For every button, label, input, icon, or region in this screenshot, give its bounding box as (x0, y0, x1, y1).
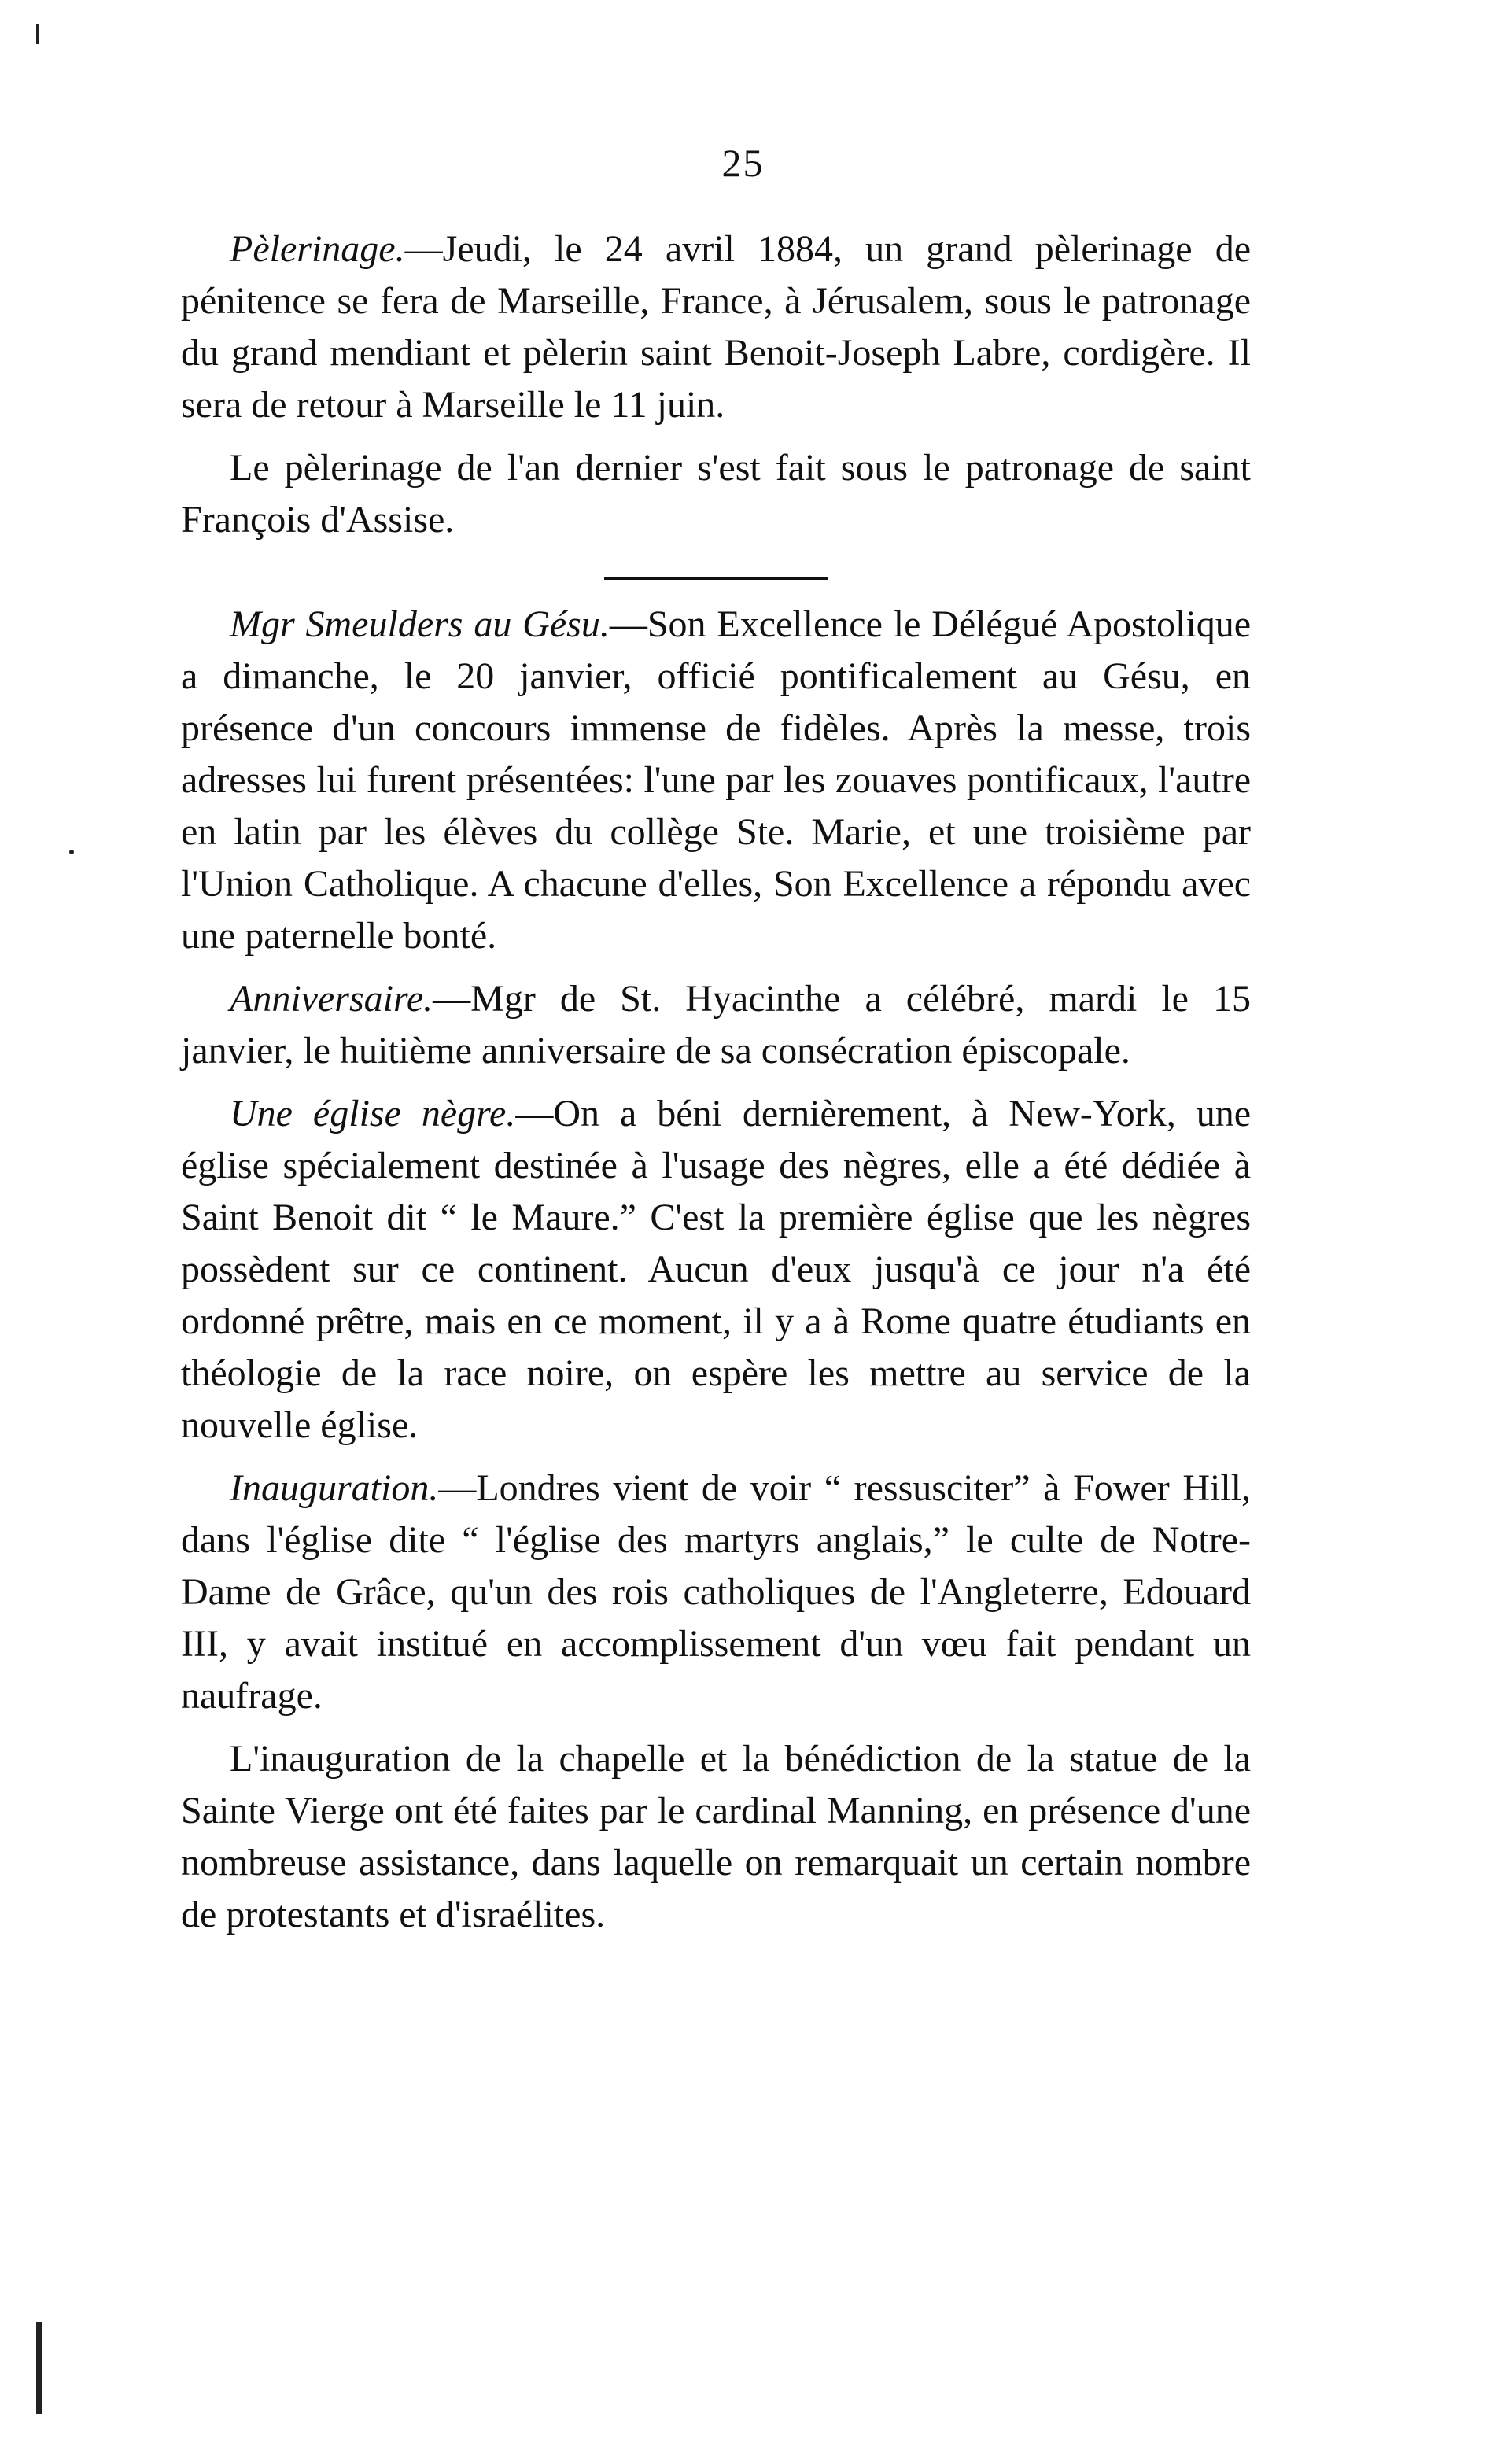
paragraph-text: —Son Excellence le Délégué Apostolique a dimanche, le 20 janvier, officié pontificalement au Gésu, en présence d'un concours immense de fidèles. Après la messe, trois adresses lui furent présentées: l'une par les zouaves pontificaux, l'autre en latin par les élèves du collège Ste. Marie, et une troisième par l'Union Catholique. A chacune d'elles, Son Excellence a répondu avec une paternelle bonté. (181, 603, 1251, 957)
paragraph-inauguration-continued (181, 1733, 1251, 1941)
paragraph-mgr-smeulders (181, 599, 1251, 962)
paragraph-heading: Pèlerinage. (230, 228, 405, 270)
scan-mark (36, 2322, 42, 2414)
paragraph-text: —Mgr de St. Hyacinthe a célébré, mardi le 15 janvier, le huitième anniversaire de sa consécration épiscopale. (181, 978, 1251, 1072)
paragraph-inauguration (181, 1463, 1251, 1722)
paragraph-text: Le pèlerinage de l'an dernier s'est fait sous le patronage de saint François d'Assise. (181, 447, 1251, 540)
paragraph-heading: Inauguration. (230, 1467, 439, 1509)
paragraph-eglise-negre (181, 1088, 1251, 1451)
paragraph-text: —On a béni dernièrement, à New-York, une église spécialement destinée à l'usage des nègres, elle a été dédiée à Saint Benoit dit “ le Maure.” C'est la première église que les nègres possèdent sur ce continent. Aucun d'eux jusqu'à ce jour n'a été ordonné prêtre, mais en ce moment, il y a à Rome quatre étudiants en théologie de la race noire, on espère les mettre au service de la nouvelle église. (181, 1093, 1251, 1446)
scan-dot (69, 850, 74, 854)
paragraph-text: —Londres vient de voir “ ressusciter” à Fower Hill, dans l'église dite “ l'église des martyrs anglais,” le culte de Notre-Dame de Grâce, qu'un des rois catholiques de l'Angleterre, Edouard III, y avait institué en accomplissement d'un vœu fait pendant un naufrage. (181, 1467, 1251, 1717)
scan-mark (36, 24, 39, 44)
paragraph-text: —Jeudi, le 24 avril 1884, un grand pèlerinage de pénitence se fera de Marseille, France, à Jérusalem, sous le patronage du grand mendiant et pèlerin saint Benoit-Joseph Labre, cordigère. Il sera de retour à Marseille le 11 juin. (181, 228, 1251, 426)
paragraph-heading: Anniversaire. (230, 978, 433, 1020)
paragraph-heading: Une église nègre. (230, 1093, 516, 1134)
paragraph-pelerinage-continued (181, 442, 1251, 546)
paragraph-heading: Mgr Smeulders au Gésu. (230, 603, 610, 645)
paragraph-pelerinage (181, 223, 1251, 431)
section-divider (604, 577, 828, 580)
paragraph-text: L'inauguration de la chapelle et la bénédiction de la statue de la Sainte Vierge ont été faites par le cardinal Manning, en présence d'une nombreuse assistance, dans laquelle on remarquait un certain nombre de protestants et d'israélites. (181, 1738, 1251, 1935)
paragraph-anniversaire (181, 973, 1251, 1077)
page-number: 25 (721, 141, 765, 185)
text-column (181, 223, 1251, 1941)
